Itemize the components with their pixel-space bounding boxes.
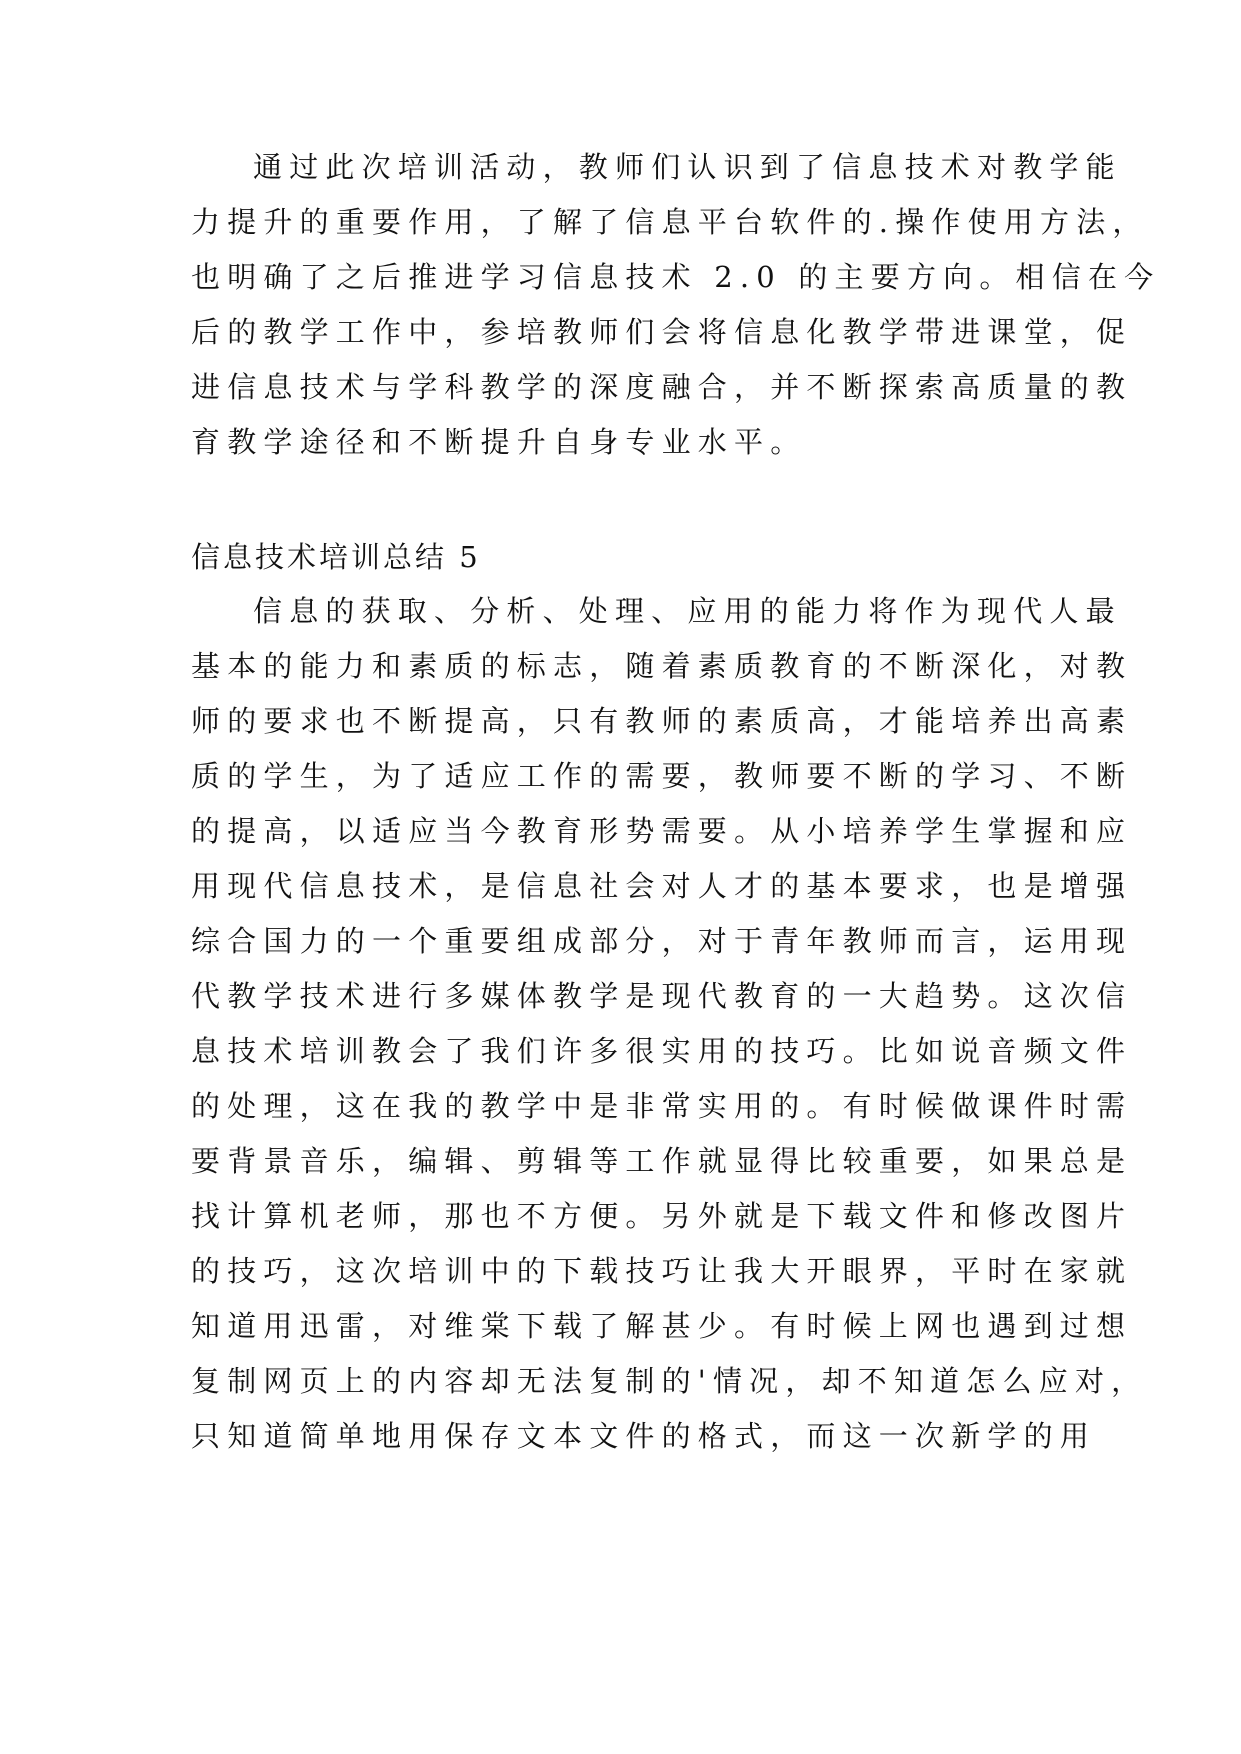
paragraph-2-line: 复制网页上的内容却无法复制的'情况，却不知道怎么应对， xyxy=(191,1364,1148,1398)
paragraph-2-line: 信息的获取、分析、处理、应用的能力将作为现代人最 xyxy=(253,594,1122,628)
paragraph-1-line: 后的教学工作中，参培教师们会将信息化教学带进课堂，促 xyxy=(191,315,1133,349)
paragraph-2-line: 知道用迅雷，对维棠下载了解甚少。有时候上网也遇到过想 xyxy=(191,1309,1133,1343)
paragraph-2-line: 综合国力的一个重要组成部分，对于青年教师而言，运用现 xyxy=(191,924,1133,958)
paragraph-2-line: 息技术培训教会了我们许多很实用的技巧。比如说音频文件 xyxy=(191,1034,1133,1068)
paragraph-2-line: 基本的能力和素质的标志，随着素质教育的不断深化，对教 xyxy=(191,649,1133,683)
paragraph-2-line: 要背景音乐，编辑、剪辑等工作就显得比较重要，如果总是 xyxy=(191,1144,1133,1178)
paragraph-1-line: 进信息技术与学科教学的深度融合，并不断探索高质量的教 xyxy=(191,370,1133,404)
paragraph-1-line: 育教学途径和不断提升自身专业水平。 xyxy=(191,425,807,459)
paragraph-2-line: 代教学技术进行多媒体教学是现代教育的一大趋势。这次信 xyxy=(191,979,1133,1013)
paragraph-2-line: 的技巧，这次培训中的下载技巧让我大开眼界，平时在家就 xyxy=(191,1254,1133,1288)
section-heading: 信息技术培训总结 5 xyxy=(191,540,481,574)
paragraph-2-line: 质的学生，为了适应工作的需要，教师要不断的学习、不断 xyxy=(191,759,1133,793)
paragraph-2-line: 的提高，以适应当今教育形势需要。从小培养学生掌握和应 xyxy=(191,814,1133,848)
paragraph-2-line: 师的要求也不断提高，只有教师的素质高，才能培养出高素 xyxy=(191,704,1133,738)
paragraph-1-line: 力提升的重要作用，了解了信息平台软件的.操作使用方法， xyxy=(191,205,1149,239)
paragraph-2-line: 用现代信息技术，是信息社会对人才的基本要求，也是增强 xyxy=(191,869,1133,903)
paragraph-2-line: 找计算机老师，那也不方便。另外就是下载文件和修改图片 xyxy=(191,1199,1133,1233)
paragraph-2-line: 的处理，这在我的教学中是非常实用的。有时候做课件时需 xyxy=(191,1089,1133,1123)
paragraph-1-line: 通过此次培训活动，教师们认识到了信息技术对教学能 xyxy=(253,150,1122,184)
paragraph-2-line: 只知道简单地用保存文本文件的格式，而这一次新学的用 xyxy=(191,1419,1097,1453)
paragraph-1-line: 也明确了之后推进学习信息技术 2.0 的主要方向。相信在今 xyxy=(191,260,1161,294)
